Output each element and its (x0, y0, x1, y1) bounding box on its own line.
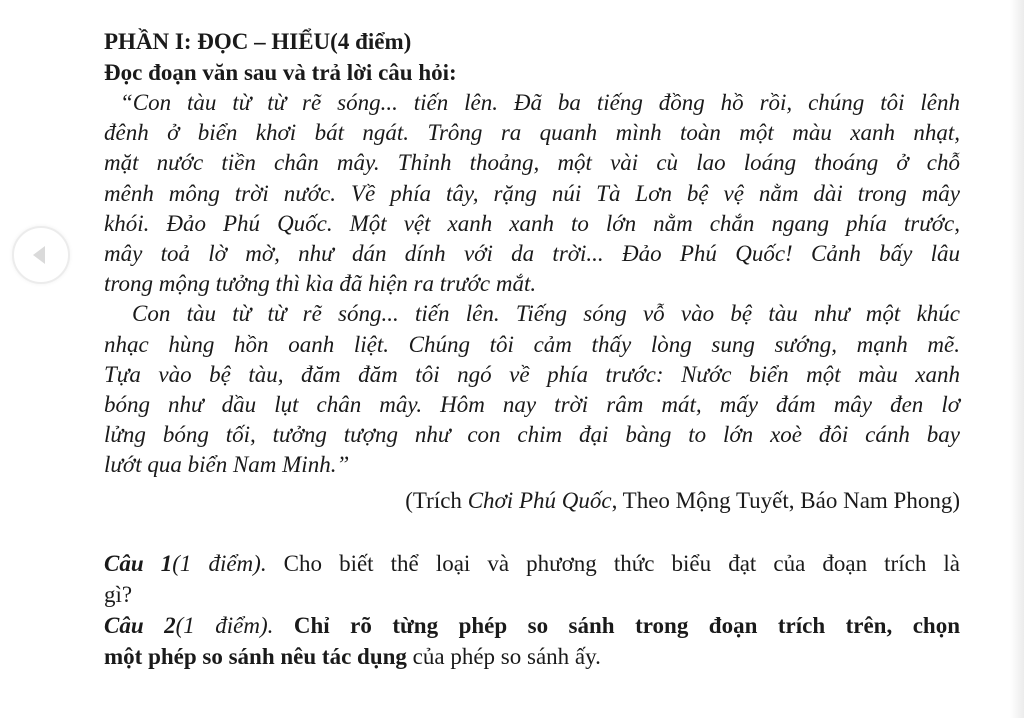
instruction-text: Đọc đoạn văn sau và trả lời câu hỏi: (104, 60, 457, 85)
question-2-line-2 (104, 641, 960, 672)
chevron-left-icon (33, 246, 45, 264)
passage-line: trong mộng tưởng thì kìa đã hiện ra trước mắt. (104, 271, 537, 297)
question-2-tail-text: của phép so sánh ấy. (406, 643, 601, 669)
previous-page-button[interactable] (12, 226, 70, 284)
source-citation (104, 485, 960, 516)
passage-line: khói. Đảo Phú Quốc. Một vệt xanh xanh to lớn nằm chắn ngang phía trước, (104, 210, 960, 236)
passage-line: lướt qua biển Nam Minh.” (104, 452, 350, 478)
passage-line: mây toả lờ mờ, như dán dính với da trời... Đảo Phú Quốc! Cảnh bấy lâu (104, 241, 960, 267)
passage-line: nhạc hùng hồn oanh liệt. Chúng tôi cảm thấy lòng sung sướng, mạnh mẽ. (104, 331, 960, 357)
question-1-label: Câu 1 (104, 550, 173, 576)
question-2-label: Câu 2 (104, 612, 176, 638)
document-content (104, 26, 960, 672)
question-2-bold-text-2: một phép so sánh nêu tác dụng (104, 643, 407, 669)
passage-line: Con tàu từ từ rẽ sóng... tiến lên. Tiếng sóng vỗ vào bệ tàu như một khúc (132, 301, 960, 327)
source-rest: , Theo Mộng Tuyết, Báo Nam Phong) (611, 487, 960, 513)
question-2-line-1 (104, 610, 960, 641)
question-2 (104, 610, 960, 672)
passage-paragraph-2 (104, 299, 960, 480)
passage (104, 88, 960, 481)
question-2-points: (1 điểm). (175, 612, 274, 638)
passage-paragraph-1 (104, 88, 960, 299)
question-1-line-2: gì? (104, 581, 133, 607)
passage-line: đênh ở biển khơi bát ngát. Trông ra quanh mình toàn một màu xanh nhạt, (104, 120, 960, 146)
passage-line: mênh mông trời nước. Về phía tây, rặng núi Tà Lơn bệ vệ nằm dài trong mây (104, 180, 960, 206)
passage-line: bóng như dầu lụt chân mây. Hôm nay trời râm mát, mấy đám mây đen lơ (104, 392, 960, 418)
part-title: PHẦN I: ĐỌC – HIỂU(4 điểm) (104, 29, 412, 54)
question-2-bold-text: Chỉ rõ từng phép so sánh trong đoạn trích trên, chọn (273, 612, 960, 638)
source-work-title: Chơi Phú Quốc (467, 487, 612, 513)
passage-line: mặt nước tiền chân mây. Thỉnh thoảng, một vài cù lao loáng thoáng ở chỗ (104, 150, 960, 176)
passage-line: Tựa vào bệ tàu, đăm đăm tôi ngó về phía trước: Nước biển một màu xanh (104, 361, 960, 387)
question-1 (104, 548, 960, 610)
page-edge-shadow (1010, 0, 1024, 718)
passage-line: “Con tàu từ từ rẽ sóng... tiến lên. Đã ba tiếng đồng hồ rồi, chúng tôi lênh (120, 90, 960, 115)
spacer (104, 516, 960, 548)
question-1-points: (1 điểm). (172, 550, 267, 576)
passage-line: lửng bóng tối, tưởng tượng như con chim đại bàng to lớn xoè đôi cánh bay (104, 422, 960, 448)
source-open: (Trích (405, 487, 468, 513)
question-1-text: Cho biết thể loại và phương thức biểu đạt của đoạn trích là (266, 550, 960, 576)
question-1-line-1 (104, 548, 960, 579)
